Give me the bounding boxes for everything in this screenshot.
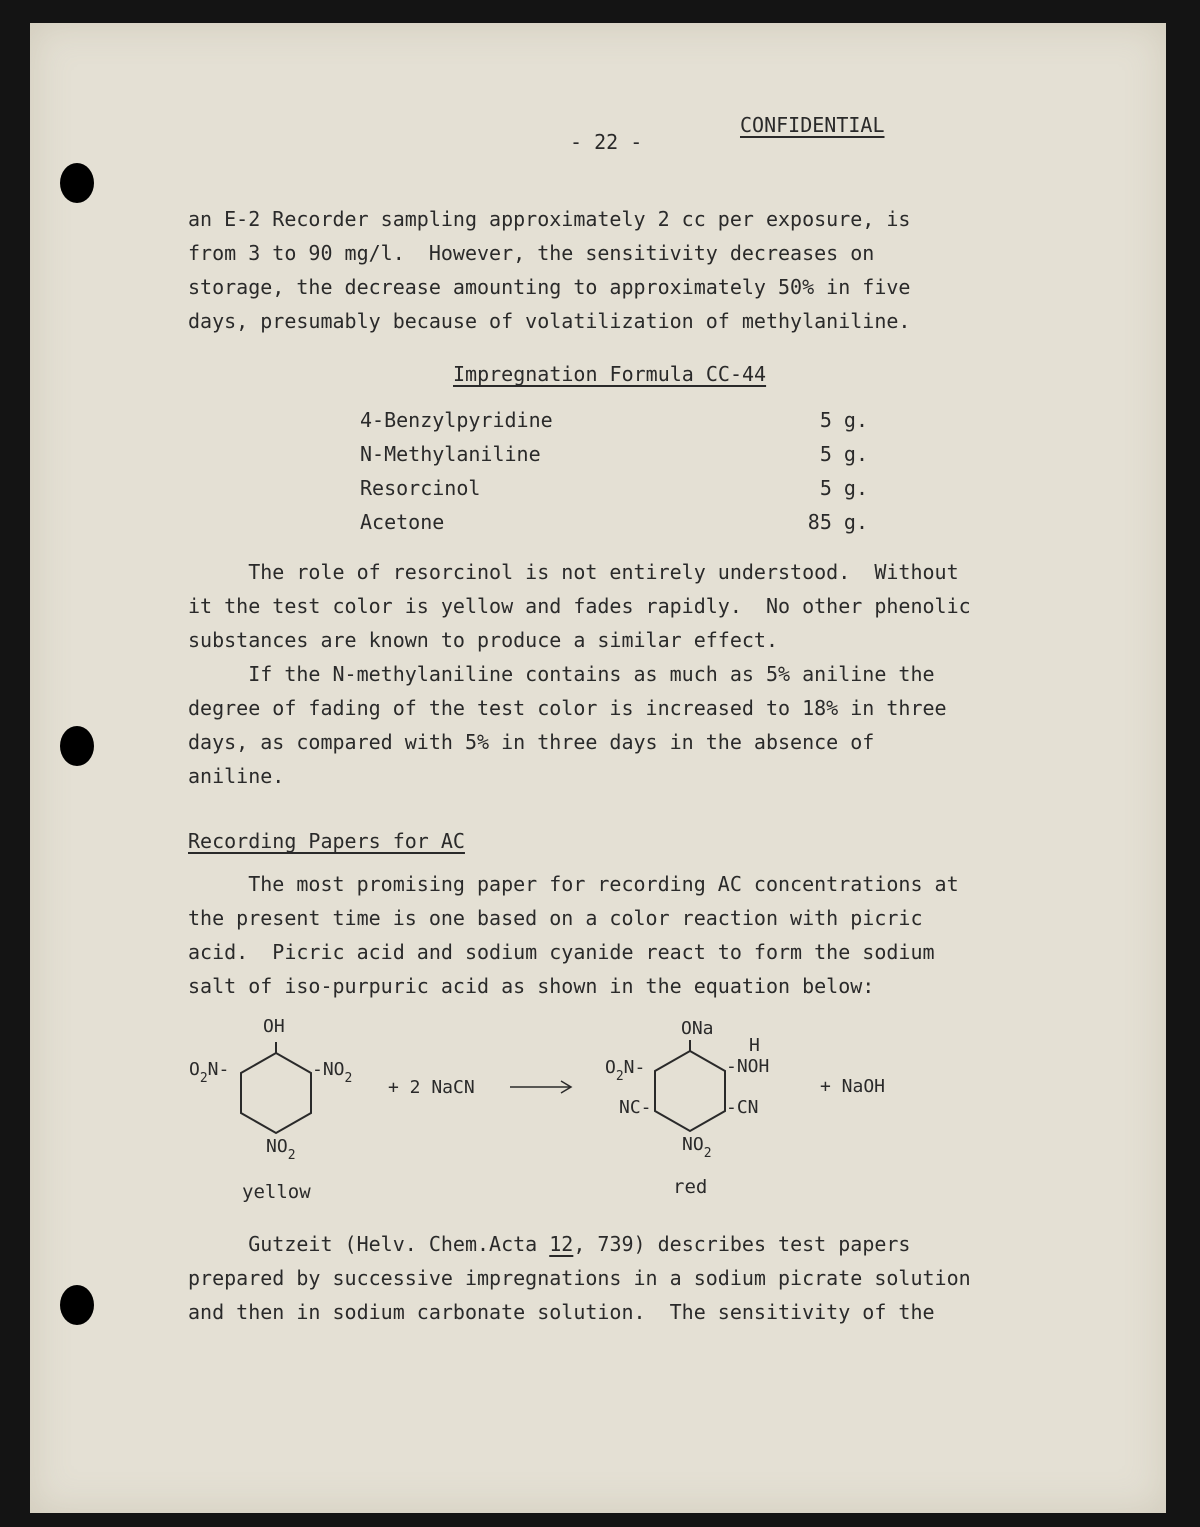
text-line: storage, the decrease amounting to approximately 50% in five (188, 275, 911, 299)
formula-title: Impregnation Formula CC-44 (453, 362, 767, 386)
text-line: Gutzeit (Helv. Chem.Acta 12, 739) describes test papers (188, 1232, 911, 1256)
section-heading: Recording Papers for AC (188, 829, 465, 853)
left-substituent: $O_2N-$ (189, 1059, 230, 1086)
bottom-substituent: $NO_2$ (682, 1134, 712, 1161)
punch-hole (60, 1285, 94, 1325)
document-page (30, 23, 1166, 1513)
ingredient-name: N-Methylaniline (360, 442, 541, 466)
bottom-substituent: $NO_2$ (266, 1136, 296, 1163)
ingredient-name: 4-Benzylpyridine (360, 408, 553, 432)
hydroxyl-group: OH (263, 1016, 285, 1037)
text-line: salt of iso-purpuric acid as shown in the equation below: (188, 974, 875, 998)
product-color-label: red (673, 1176, 708, 1198)
sodium-oxide-group: ONa (681, 1018, 714, 1039)
text-line: an E-2 Recorder sampling approximately 2 cc per exposure, is (188, 207, 911, 231)
chemical-equation (30, 23, 1166, 1223)
journal-volume: 12 (549, 1232, 574, 1256)
picric-acid-structure (189, 1016, 352, 1203)
text-line: from 3 to 90 mg/l. However, the sensitivity decreases on (188, 241, 875, 265)
text-line: substances are known to produce a similar effect. (188, 628, 779, 652)
text-line: the present time is one based on a color reaction with picric (188, 906, 923, 930)
byproduct: + NaOH (820, 1076, 886, 1097)
page-number: - 22 - (570, 130, 643, 154)
reagent: + 2 NaCN (388, 1077, 475, 1098)
ingredient-name: Resorcinol (360, 476, 481, 500)
hydroxylamine-group: -NOH (726, 1056, 770, 1077)
text-line: days, presumably because of volatilization of methylaniline. (188, 309, 911, 333)
text-line: it the test color is yellow and fades rapidly. No other phenolic (188, 594, 971, 618)
text-line: prepared by successive impregnations in a sodium picrate solution (188, 1266, 971, 1290)
ingredient-amount: 5 g. (819, 442, 868, 466)
text-line: and then in sodium carbonate solution. The sensitivity of the (188, 1300, 935, 1324)
reaction-arrow (510, 1081, 571, 1093)
right-substituent: $-NO_2$ (312, 1059, 353, 1086)
text-line: The most promising paper for recording AC concentrations at (188, 872, 959, 896)
cyano-right: -CN (726, 1097, 759, 1118)
hydrogen-label: H (749, 1035, 760, 1056)
ingredient-amount: 5 g. (819, 476, 868, 500)
cyano-left: NC- (619, 1097, 652, 1118)
ingredient-amount: 85 g. (807, 510, 868, 534)
ingredient-amount: 5 g. (819, 408, 868, 432)
text-line: aniline. (188, 764, 285, 788)
text-line: days, as compared with 5% in three days in the absence of (188, 730, 875, 754)
text-line: If the N-methylaniline contains as much as 5% aniline the (188, 662, 935, 686)
left-substituent: $O_2N-$ (605, 1057, 646, 1084)
classification-stamp: CONFIDENTIAL (740, 113, 885, 137)
text-line: The role of resorcinol is not entirely understood. Without (188, 560, 959, 584)
isopurpurate-structure (605, 1018, 769, 1198)
text-line: degree of fading of the test color is increased to 18% in three (188, 696, 947, 720)
text-line: acid. Picric acid and sodium cyanide react to form the sodium (188, 940, 935, 964)
ingredient-name: Acetone (360, 510, 445, 534)
reactant-color-label: yellow (242, 1181, 311, 1203)
